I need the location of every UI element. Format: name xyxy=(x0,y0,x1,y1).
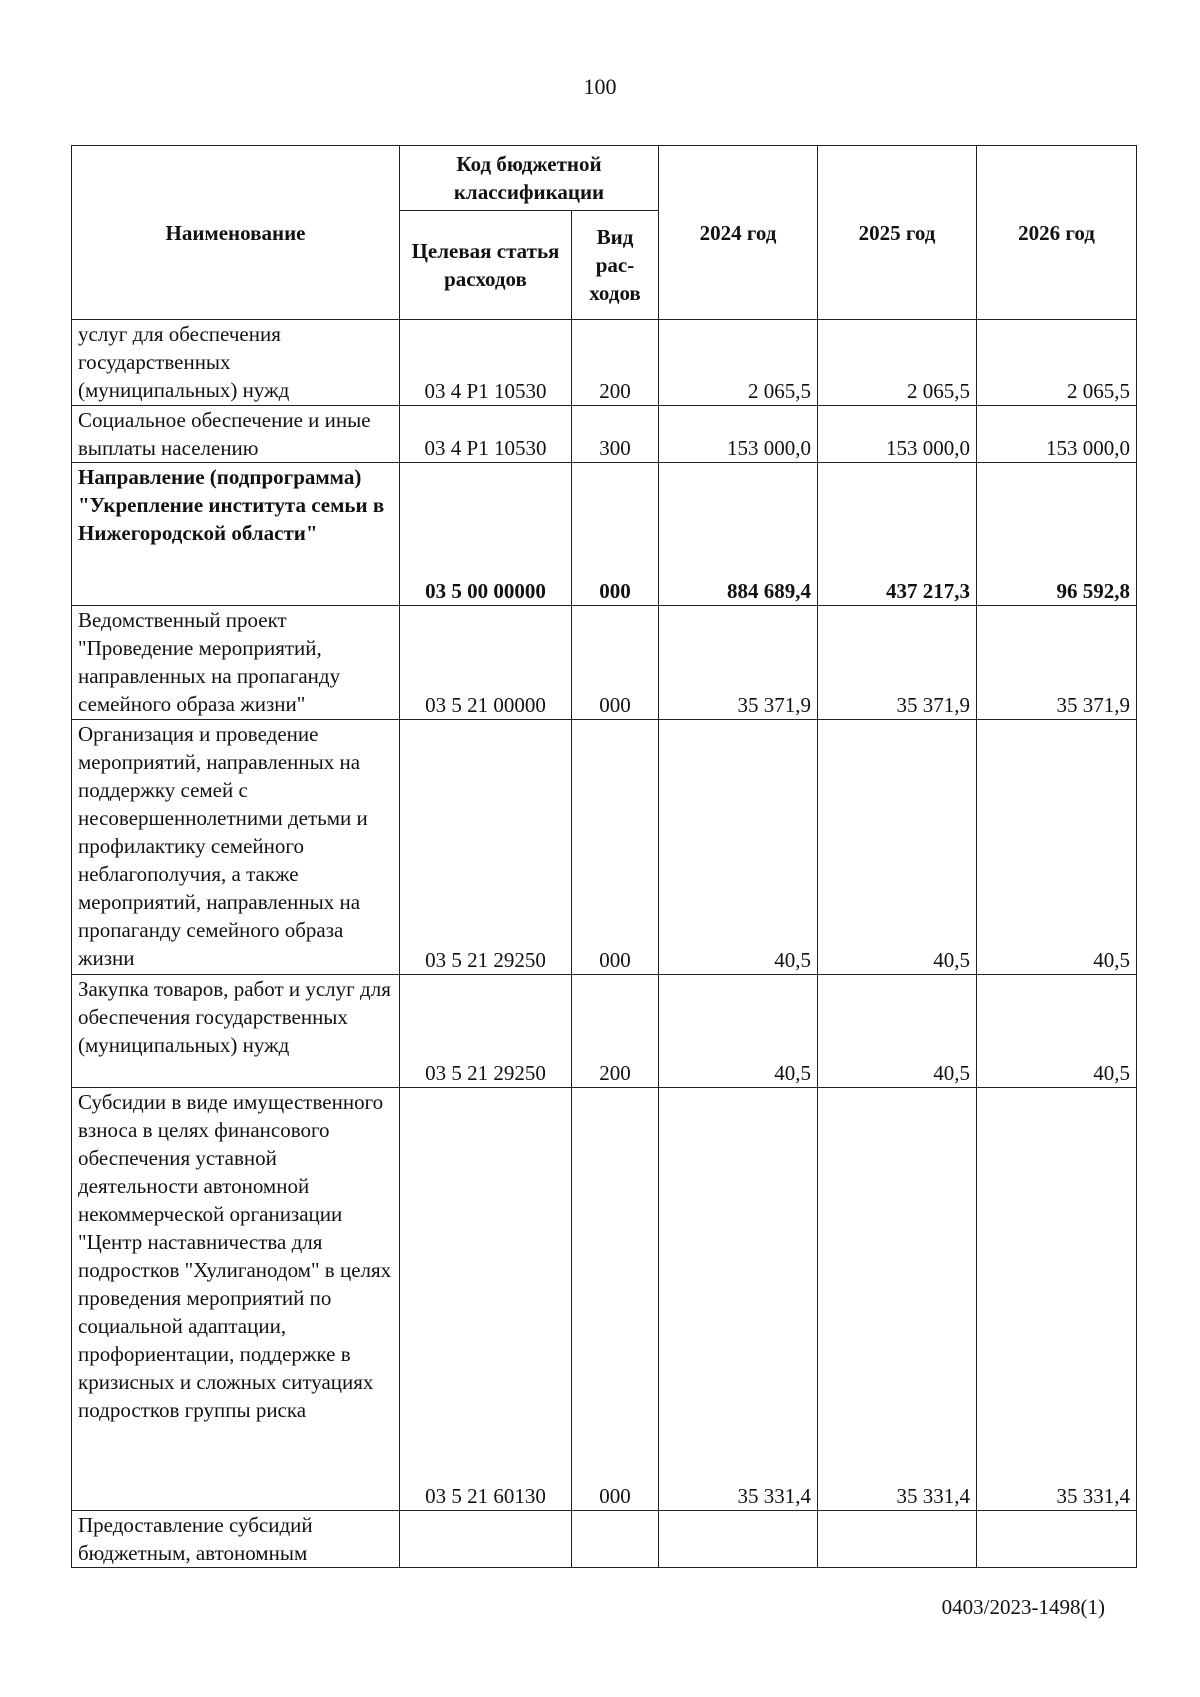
row-name: Направление (подпрограмма) "Укрепление института семьи в Нижегородской области" xyxy=(72,463,400,606)
table-row xyxy=(72,463,1137,606)
row-name: Социальное обеспечение и иные выплаты населению xyxy=(72,406,400,463)
row-name: услуг для обеспечения государственных (муниципальных) нужд xyxy=(72,320,400,406)
page-number: 100 xyxy=(583,74,617,99)
table-row xyxy=(72,975,1137,1088)
header-2024: 2024 год xyxy=(659,146,818,320)
row-name: Организация и проведение мероприятий, направленных на поддержку семей с несовершеннолетними детьми и профилактику семейного неблагополучия, а также мероприятий, направленных на пропаганду семейного образа жизни xyxy=(72,720,400,975)
budget-table xyxy=(71,145,1137,1568)
row-expense-kind: 200 xyxy=(572,975,659,1088)
row-target-code xyxy=(400,1511,572,1568)
row-expense-kind: 000 xyxy=(572,463,659,606)
row-target-code: 03 5 21 00000 xyxy=(400,606,572,720)
row-value-2025: 437 217,3 xyxy=(818,463,977,606)
row-target-code: 03 5 21 29250 xyxy=(400,975,572,1088)
row-name: Предоставление субсидий бюджетным, автономным xyxy=(72,1511,400,1568)
row-expense-kind: 300 xyxy=(572,406,659,463)
row-target-code: 03 5 21 60130 xyxy=(400,1088,572,1511)
row-value-2025: 35 331,4 xyxy=(818,1088,977,1511)
row-expense-kind: 000 xyxy=(572,720,659,975)
row-value-2026: 96 592,8 xyxy=(977,463,1137,606)
row-value-2024: 153 000,0 xyxy=(659,406,818,463)
row-value-2026: 153 000,0 xyxy=(977,406,1137,463)
table-row xyxy=(72,1511,1137,1568)
table-row xyxy=(72,1088,1137,1511)
header-name: Наименование xyxy=(72,146,400,320)
row-value-2025 xyxy=(818,1511,977,1568)
row-value-2024 xyxy=(659,1511,818,1568)
table-row xyxy=(72,320,1137,406)
row-target-code: 03 5 00 00000 xyxy=(400,463,572,606)
row-value-2024: 35 371,9 xyxy=(659,606,818,720)
table-row xyxy=(72,606,1137,720)
row-value-2026: 35 371,9 xyxy=(977,606,1137,720)
row-name: Закупка товаров, работ и услуг для обеспечения государственных (муниципальных) нужд xyxy=(72,975,400,1088)
header-2026: 2026 год xyxy=(977,146,1137,320)
row-value-2026 xyxy=(977,1511,1137,1568)
table-row xyxy=(72,720,1137,975)
row-value-2025: 153 000,0 xyxy=(818,406,977,463)
header-expense-kind: Вид рас-ходов xyxy=(572,211,659,320)
row-name: Субсидии в виде имущественного взноса в целях финансового обеспечения уставной деятельности автономной некоммерческой организации "Центр наставничества для подростков "Хулиганодом" в целях проведения мероприятий по социальной адаптации, профориентации, поддержке в кризисных и сложных ситуациях подростков группы риска xyxy=(72,1088,400,1511)
document-number: 0403/2023-1498(1) xyxy=(941,1595,1105,1619)
row-value-2025: 35 371,9 xyxy=(818,606,977,720)
row-expense-kind: 200 xyxy=(572,320,659,406)
table-row xyxy=(72,406,1137,463)
header-target-article: Целевая статья расходов xyxy=(400,211,572,320)
row-value-2024: 884 689,4 xyxy=(659,463,818,606)
row-target-code: 03 4 Р1 10530 xyxy=(400,406,572,463)
row-value-2025: 40,5 xyxy=(818,720,977,975)
row-value-2026: 40,5 xyxy=(977,720,1137,975)
row-value-2026: 40,5 xyxy=(977,975,1137,1088)
row-value-2026: 35 331,4 xyxy=(977,1088,1137,1511)
row-value-2025: 2 065,5 xyxy=(818,320,977,406)
row-target-code: 03 5 21 29250 xyxy=(400,720,572,975)
row-value-2024: 2 065,5 xyxy=(659,320,818,406)
header-2025: 2025 год xyxy=(818,146,977,320)
row-name: Ведомственный проект "Проведение мероприятий, направленных на пропаганду семейного образа жизни" xyxy=(72,606,400,720)
row-value-2025: 40,5 xyxy=(818,975,977,1088)
header-code-group: Код бюджетной классификации xyxy=(400,146,659,211)
row-target-code: 03 4 Р1 10530 xyxy=(400,320,572,406)
row-value-2026: 2 065,5 xyxy=(977,320,1137,406)
row-value-2024: 40,5 xyxy=(659,720,818,975)
row-expense-kind xyxy=(572,1511,659,1568)
row-value-2024: 35 331,4 xyxy=(659,1088,818,1511)
row-expense-kind: 000 xyxy=(572,606,659,720)
row-expense-kind: 000 xyxy=(572,1088,659,1511)
row-value-2024: 40,5 xyxy=(659,975,818,1088)
